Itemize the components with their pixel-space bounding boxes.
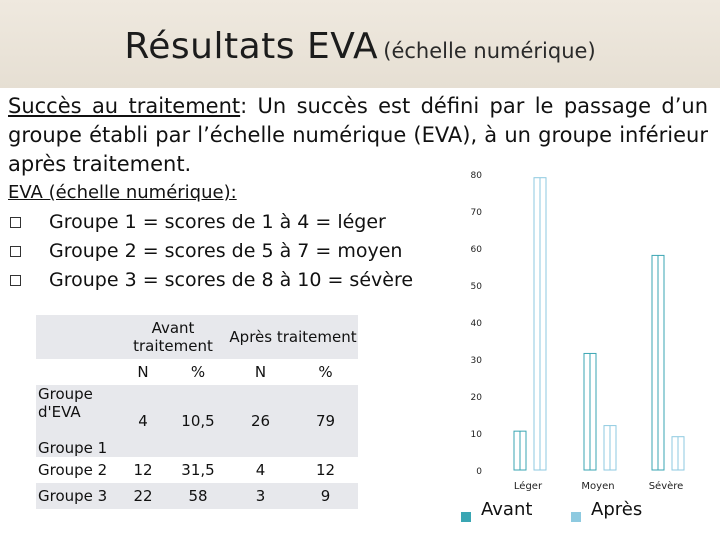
- row-header-label: Groupe d'EVA: [38, 385, 93, 421]
- checkbox-bullet-icon: [10, 246, 21, 257]
- cell-n-avant: 12: [133, 461, 153, 479]
- results-table: [36, 315, 358, 509]
- cell-n-apres: 3: [228, 483, 293, 509]
- legend-label-avant: Avant: [481, 499, 533, 520]
- cell-n-avant: 4: [118, 385, 168, 457]
- y-tick-label: 60: [470, 245, 482, 255]
- table-row: [36, 483, 358, 509]
- cell-n-apres: 26: [228, 385, 293, 457]
- y-tick-label: 20: [470, 393, 482, 403]
- eva-group-list: [10, 208, 413, 295]
- eva-heading: EVA (échelle numérique):: [8, 182, 237, 203]
- row-label-group-3: Groupe 3: [36, 483, 118, 509]
- bar-chart: [448, 160, 720, 540]
- group-1-definition: Groupe 1 = scores de 1 à 4 = léger: [49, 211, 386, 233]
- cell-pct-avant: 10,5: [168, 385, 228, 457]
- col-header-pct: %: [190, 363, 206, 381]
- y-tick-label: 10: [470, 430, 482, 440]
- checkbox-bullet-icon: [10, 275, 21, 286]
- slide-title: [0, 26, 720, 67]
- list-item: [10, 266, 413, 295]
- x-tick-label: Sévère: [648, 481, 684, 492]
- y-tick-label: 80: [470, 171, 482, 181]
- title-main: Résultats EVA: [124, 26, 379, 67]
- y-tick-label: 70: [470, 208, 482, 218]
- group-3-definition: Groupe 3 = scores de 8 à 10 = sévère: [49, 269, 414, 291]
- title-sub: (échelle numérique): [383, 39, 596, 63]
- col-header-n: N: [254, 363, 267, 381]
- intro-lead: Succès au traitement: [8, 94, 241, 118]
- checkbox-bullet-icon: [10, 217, 21, 228]
- cell-pct-apres: 12: [315, 461, 336, 479]
- y-tick-label: 30: [470, 356, 482, 366]
- cell-pct-avant: 58: [168, 483, 228, 509]
- legend-swatch-apres: [571, 512, 581, 522]
- col-header-apres: Après traitement: [228, 315, 358, 359]
- list-item: [10, 208, 413, 237]
- cell-pct-apres: 79: [293, 385, 358, 457]
- intro-text: : Un succès est défini par le passage d’un groupe établi par l’échelle numérique (EVA), à un groupe inférieur après traitement.: [8, 94, 709, 176]
- y-tick-label: 0: [476, 467, 482, 477]
- col-header-pct: %: [318, 363, 333, 381]
- legend-swatch-avant: [461, 512, 471, 522]
- x-tick-label: Moyen: [581, 481, 615, 492]
- y-tick-label: 40: [470, 319, 482, 329]
- group-2-definition: Groupe 2 = scores de 5 à 7 = moyen: [49, 240, 403, 262]
- x-tick-label: Léger: [513, 481, 543, 492]
- cell-pct-apres: 9: [293, 483, 358, 509]
- cell-n-apres: 4: [255, 461, 266, 479]
- legend-label-apres: Après: [591, 499, 643, 520]
- row-label-group-2: Groupe 2: [38, 461, 108, 479]
- y-tick-label: 50: [470, 282, 482, 292]
- cell-pct-avant: 31,5: [181, 461, 215, 479]
- list-item: [10, 237, 413, 266]
- col-header-n: N: [137, 363, 149, 381]
- table-row-header: [36, 385, 118, 457]
- cell-n-avant: 22: [118, 483, 168, 509]
- col-header-avant: Avant traitement: [118, 315, 228, 359]
- row-label-group-1: Groupe 1: [38, 439, 108, 457]
- table-corner: [36, 315, 118, 359]
- table-row: [36, 457, 358, 483]
- table-blank: [36, 359, 118, 385]
